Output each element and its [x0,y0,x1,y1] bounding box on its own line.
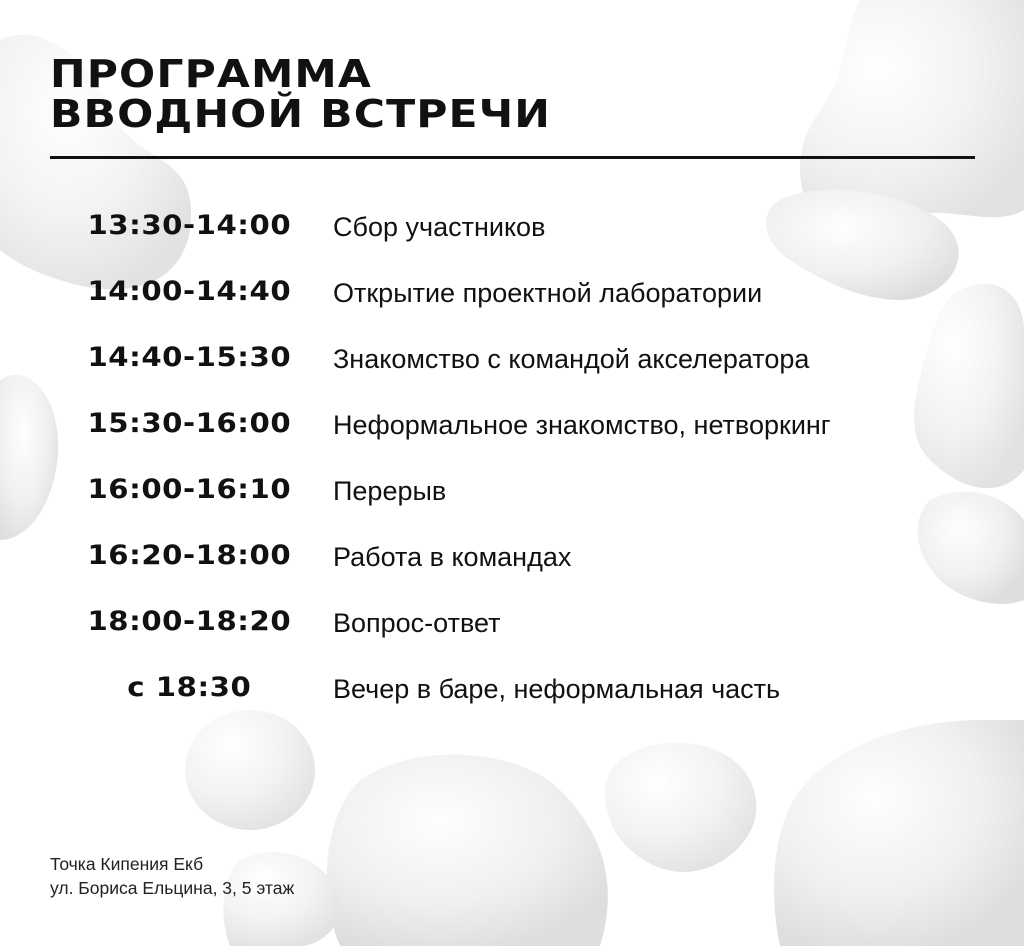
schedule-event: Вечер в баре, неформальная часть [333,674,781,704]
schedule-time: 15:30-16:00 [87,408,292,439]
schedule-row [50,662,990,728]
schedule-event: Работа в командах [333,542,572,572]
venue-info [50,852,294,900]
schedule-time: 18:00-18:20 [87,606,292,637]
title-line-1: ПРОГРАММА [50,52,372,96]
schedule-row [50,464,990,530]
title-line-2: ВВОДНОЙ ВСТРЕЧИ [50,92,551,136]
page-title [50,54,551,134]
schedule-event: Неформальное знакомство, нетворкинг [333,410,831,440]
schedule-time: 16:00-16:10 [87,474,292,505]
schedule-time: 16:20-18:00 [87,540,292,571]
schedule-list [50,200,990,728]
venue-name: Точка Кипения Екб [50,854,204,874]
schedule-event: Знакомство с командой акселератора [333,344,810,374]
schedule-row [50,596,990,662]
venue-address: ул. Бориса Ельцина, 3, 5 этаж [50,878,295,898]
schedule-time: 13:30-14:00 [87,210,292,241]
schedule-row [50,332,990,398]
title-divider [50,156,975,159]
schedule-row [50,398,990,464]
schedule-row [50,266,990,332]
schedule-event: Открытие проектной лаборатории [333,278,763,308]
schedule-time: 14:00-14:40 [87,276,292,307]
schedule-time: с 18:30 [127,672,252,703]
schedule-event: Вопрос-ответ [333,608,501,638]
schedule-event: Сбор участников [333,212,546,242]
schedule-row [50,200,990,266]
schedule-row [50,530,990,596]
schedule-event: Перерыв [333,476,447,506]
schedule-time: 14:40-15:30 [87,342,292,373]
